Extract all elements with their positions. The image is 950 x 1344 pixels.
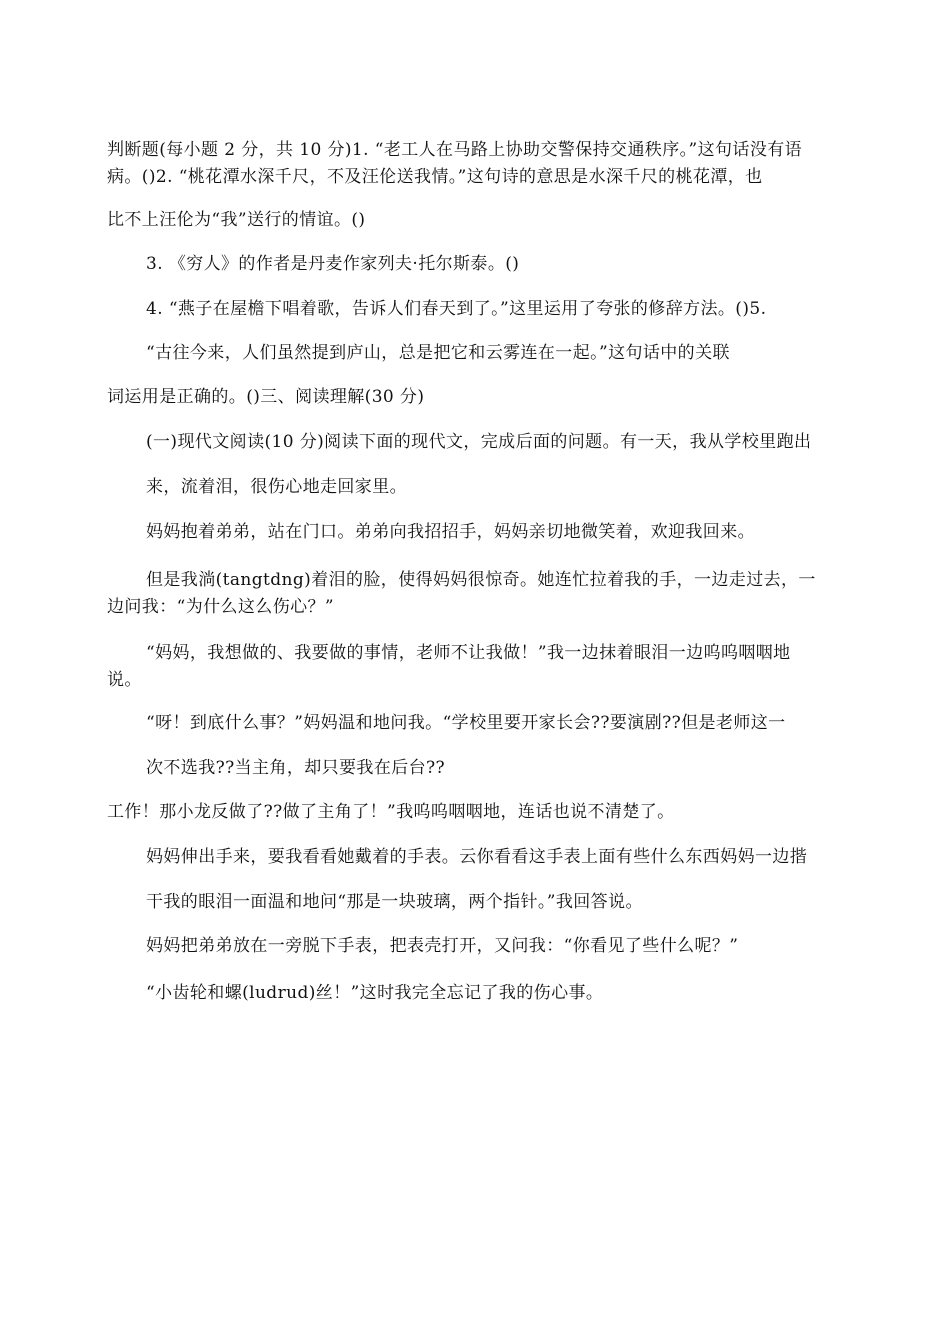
text-line-11: 但是我淌(tangtdng)着泪的脸，使得妈妈很惊奇。她连忙拉着我的手，一边走过去，一 [146, 570, 816, 590]
text-line-10: 妈妈抱着弟弟，站在门口。弟弟向我招招手，妈妈亲切地微笑着，欢迎我回来。 [146, 522, 755, 542]
text-line-2: 病。()2. “桃花潭水深千尺，不及汪伦送我情。”这句诗的意思是水深千尺的桃花潭，也 [107, 167, 763, 187]
text-line-14: 说。 [107, 670, 142, 690]
text-line-15: “呀！到底什么事？”妈妈温和地问我。“学校里要开家长会??要演剧??但是老师这一 [146, 713, 786, 733]
text-line-3: 比不上汪伦为“我”送行的情谊。() [107, 210, 366, 230]
text-line-9: 来，流着泪，很伤心地走回家里。 [146, 477, 407, 497]
text-line-13: “妈妈，我想做的、我要做的事情，老师不让我做！”我一边抹着眼泪一边呜呜咽咽地 [146, 643, 791, 663]
text-line-16: 次不选我??当主角，却只要我在后台?? [146, 758, 446, 778]
text-line-12: 边问我：“为什么这么伤心？” [107, 597, 334, 617]
text-line-6: “古往今来，人们虽然提到庐山，总是把它和云雾连在一起。”这句话中的关联 [146, 343, 730, 363]
text-line-4: 3. 《穷人》的作者是丹麦作家列夫·托尔斯泰。() [146, 254, 520, 274]
text-line-7: 词运用是正确的。()三、阅读理解(30 分) [107, 387, 425, 407]
text-line-1: 判断题(每小题 2 分，共 10 分)1. “老工人在马路上协助交警保持交通秩序。”这句话没有语 [107, 140, 803, 160]
text-line-21: “小齿轮和螺(ludrud)丝！”这时我完全忘记了我的伤心事。 [146, 983, 604, 1003]
text-line-20: 妈妈把弟弟放在一旁脱下手表，把表壳打开，又问我：“你看见了些什么呢？” [146, 936, 739, 956]
text-line-19: 干我的眼泪一面温和地问“那是一块玻璃，两个指针。”我回答说。 [146, 892, 643, 912]
text-line-5: 4. “燕子在屋檐下唱着歌，告诉人们春天到了。”这里运用了夸张的修辞方法。()5. [146, 299, 767, 319]
text-line-17: 工作！那小龙反做了??做了主角了！”我呜呜咽咽地，连话也说不清楚了。 [107, 802, 675, 822]
text-line-8: (一)现代文阅读(10 分)阅读下面的现代文，完成后面的问题。有一天，我从学校里跑出 [146, 432, 812, 452]
text-line-18: 妈妈伸出手来，要我看看她戴着的手表。云你看看这手表上面有些什么东西妈妈一边揩 [146, 847, 808, 867]
